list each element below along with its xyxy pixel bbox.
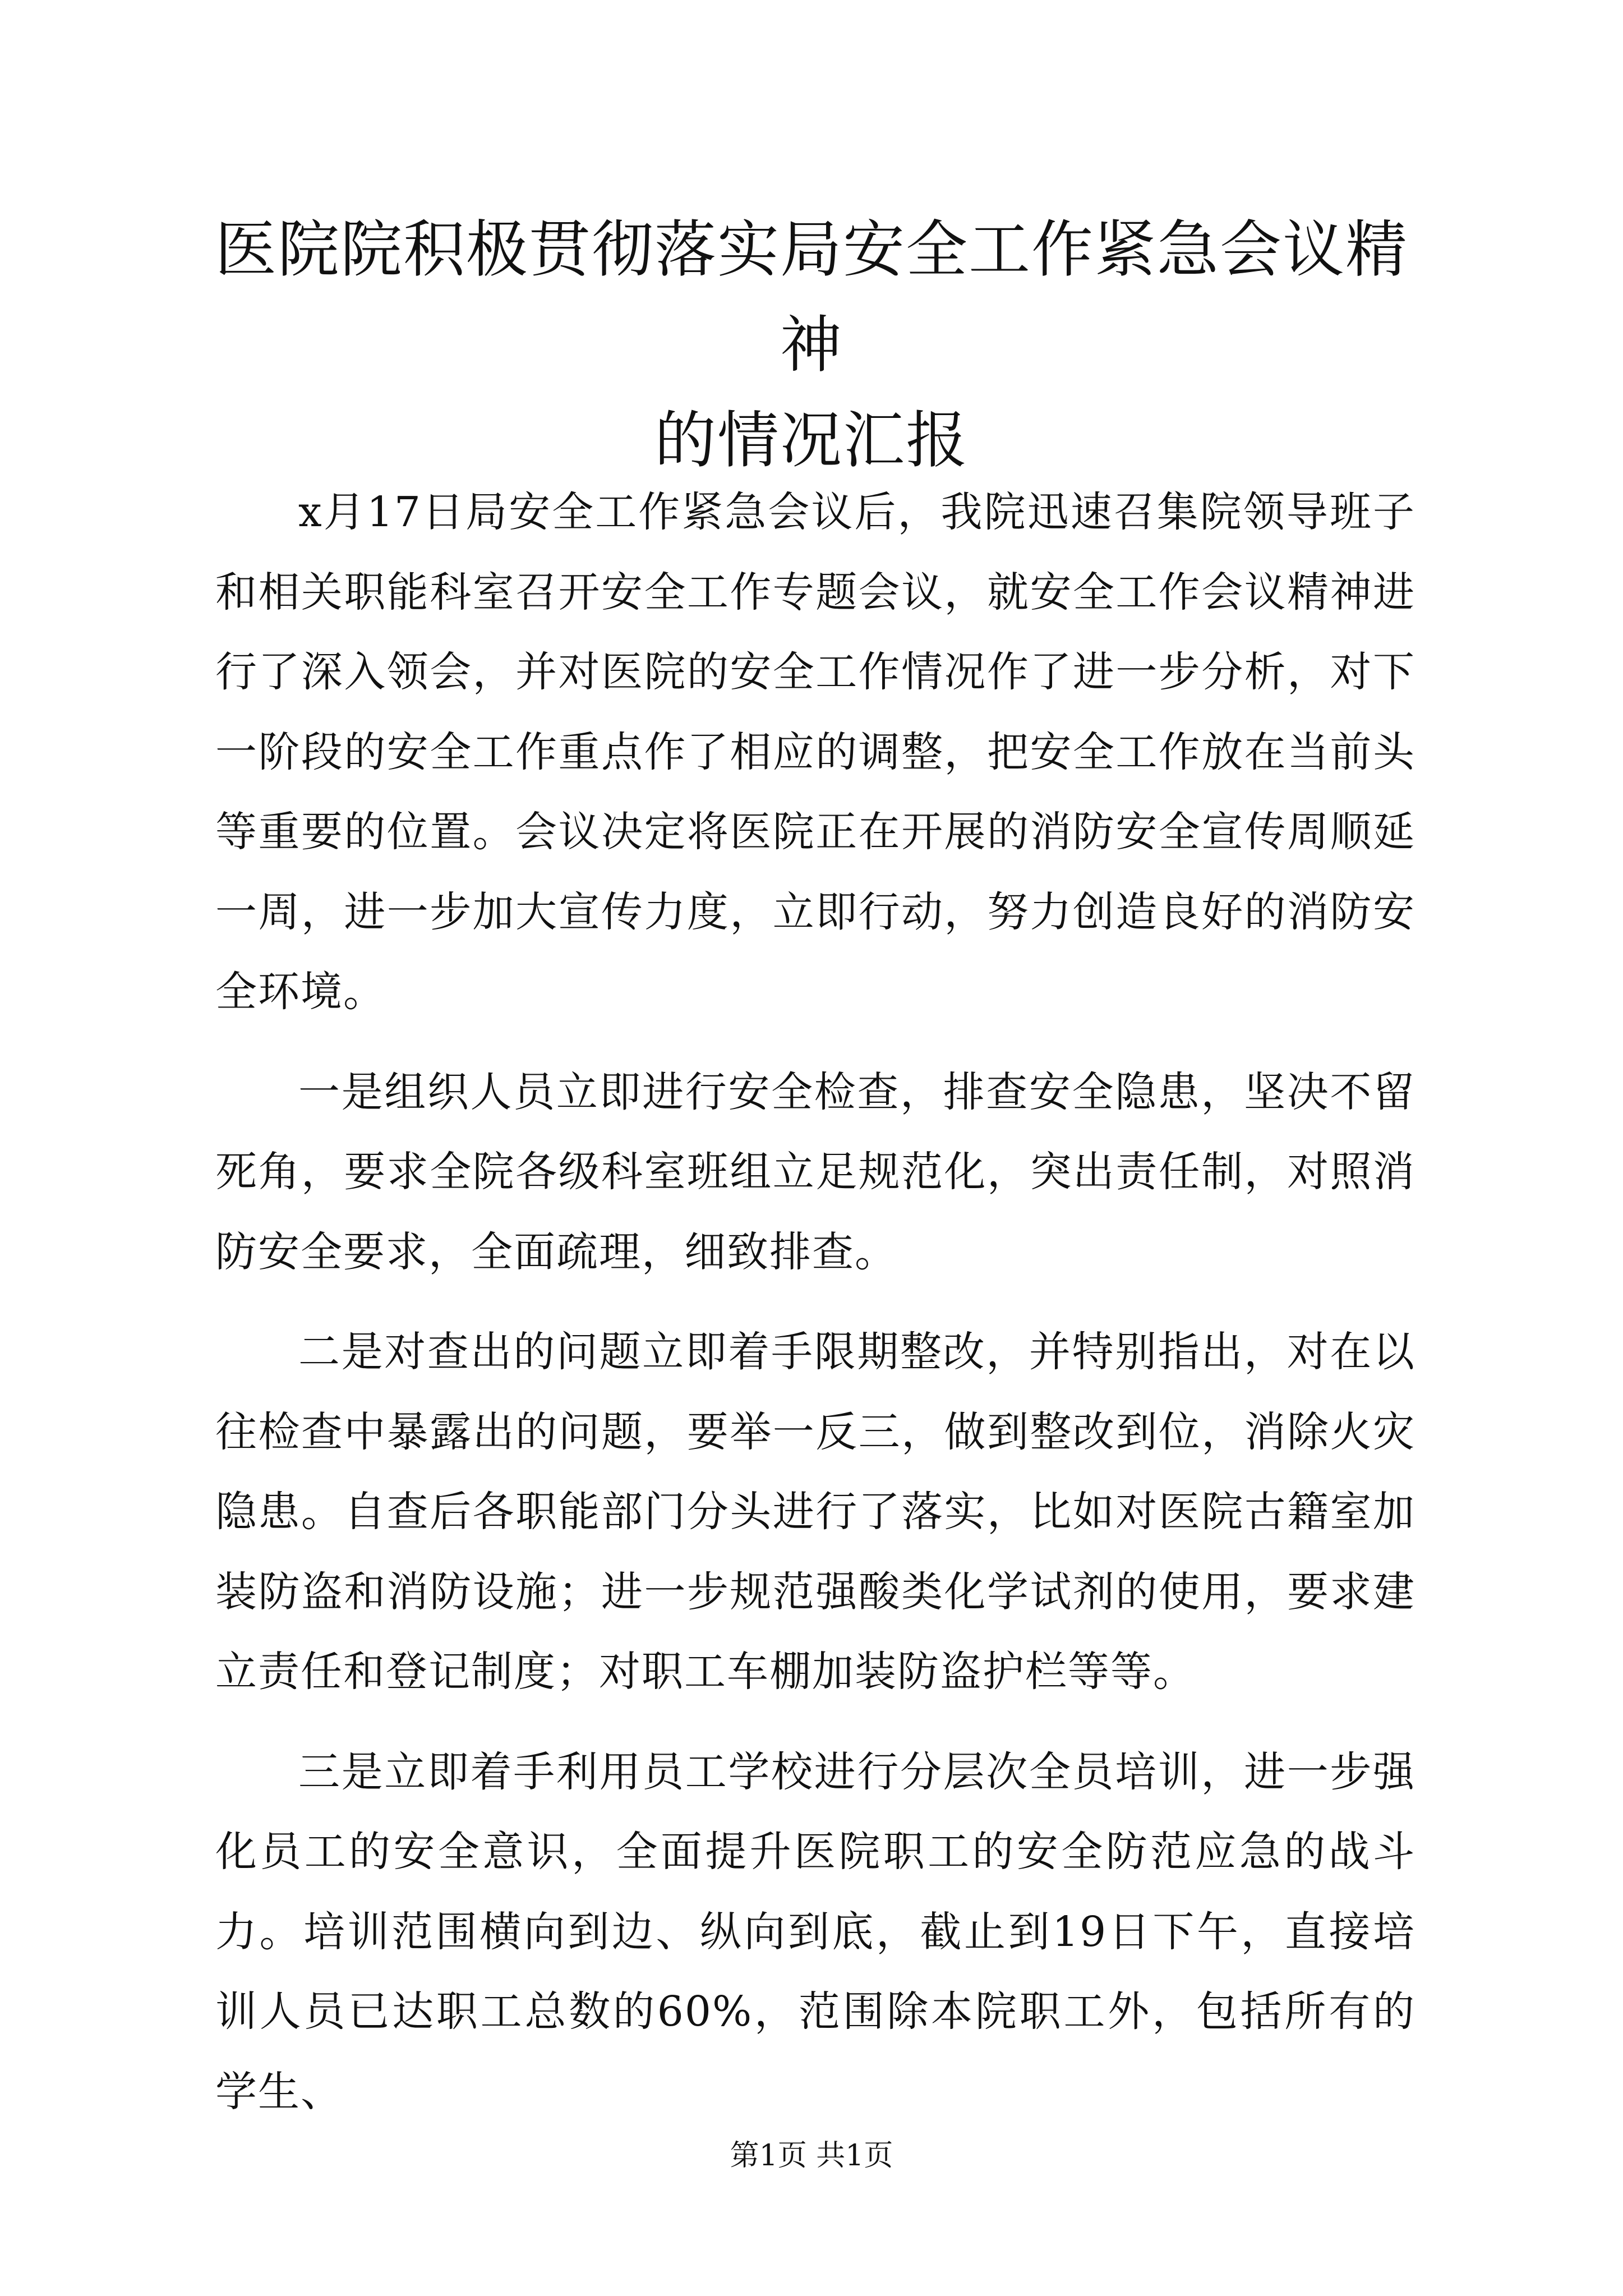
document-body	[215, 472, 1415, 2152]
paragraph-item-1: 一是组织人员立即进行安全检查，排查安全隐患，坚决不留死角，要求全院各级科室班组立足规范化，突出责任制，对照消防安全要求，全面疏理，细致排查。	[215, 1068, 1415, 1276]
title-line-1: 医院院积极贯彻落实局安全工作紧急会议精神	[215, 214, 1408, 381]
paragraph-item-2: 二是对查出的问题立即着手限期整改，并特别指出，对在以往检查中暴露出的问题，要举一反三，做到整改到位，消除火灾隐患。自查后各职能部门分头进行了落实，比如对医院古籍室加装防盗和消防设施；进一步规范强酸类化学试剂的使用，要求建立责任和登记制度；对职工车棚加装防盗护栏等等。	[215, 1328, 1415, 1696]
title-line-2: 的情况汇报	[654, 404, 969, 476]
paragraph-intro: x月17日局安全工作紧急会议后，我院迅速召集院领导班子和相关职能科室召开安全工作专题会议，就安全工作会议精神进行了深入领会，并对医院的安全工作情况作了进一步分析，对下一阶段的安全工作重点作了相应的调整，把安全工作放在当前头等重要的位置。会议决定将医院正在开展的消防安全宣传周顺延一周，进一步加大宣传力度，立即行动，努力创造良好的消防安全环境。	[215, 488, 1415, 1016]
page-footer: 第1页 共1页	[730, 2139, 893, 2173]
document-title	[185, 202, 1438, 488]
paragraph-item-3: 三是立即着手利用员工学校进行分层次全员培训，进一步强化员工的安全意识，全面提升医院职工的安全防范应急的战斗力。培训范围横向到边、纵向到底，截止到19日下午，直接培训人员已达职工总数的60%，范围除本院职工外，包括所有的学生、	[215, 1747, 1415, 2116]
